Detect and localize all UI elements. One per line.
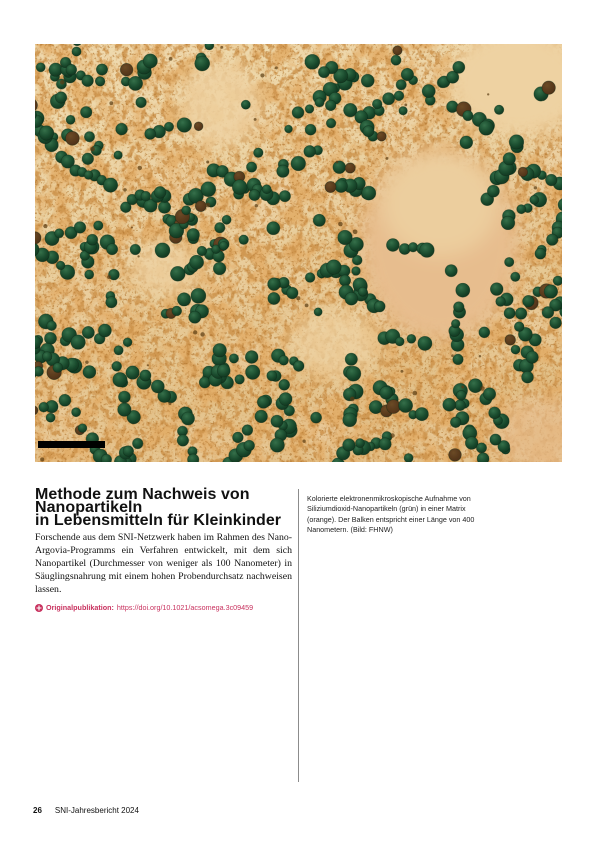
column-divider bbox=[298, 489, 299, 782]
article-body: Forschende aus dem SNI-Netzwerk haben im Rahmen des Nano-Argovia-Programms ein Verfahren entwickelt, mit dem sich Nanopartikel (Durchmesser von weniger als 100 Nanometer) in Säuglingsnahrung mit einem hohen Probendurchsatz nachweisen lassen. bbox=[35, 532, 292, 595]
title-line-1: Methode zum Nachweis von Nanopartikeln bbox=[35, 486, 250, 516]
publication-label: Originalpublikation: bbox=[46, 603, 114, 612]
title-line-2: in Lebensmitteln für Kleinkinder bbox=[35, 512, 282, 529]
micrograph-figure bbox=[35, 44, 562, 462]
publication-link[interactable]: https://doi.org/10.1021/acsomega.3c09459 bbox=[116, 603, 254, 612]
article-title bbox=[35, 488, 292, 527]
scale-bar bbox=[38, 441, 105, 448]
plus-circle-icon bbox=[35, 604, 43, 612]
report-title: SNI-Jahresbericht 2024 bbox=[54, 806, 139, 815]
article-column bbox=[35, 488, 292, 612]
micrograph-image bbox=[35, 44, 562, 462]
page-number: 26 bbox=[33, 806, 42, 815]
figure-caption: Kolorierte elektronenmikroskopische Aufnahme von Siliziumdioxid-Nanopartikeln (grün) in einer Matrix (orange). Der Balken entspricht einer Länge von 400 Nanometern. (Bild: FHNW) bbox=[307, 494, 475, 534]
publication-row bbox=[35, 603, 292, 612]
page-footer bbox=[33, 806, 139, 815]
